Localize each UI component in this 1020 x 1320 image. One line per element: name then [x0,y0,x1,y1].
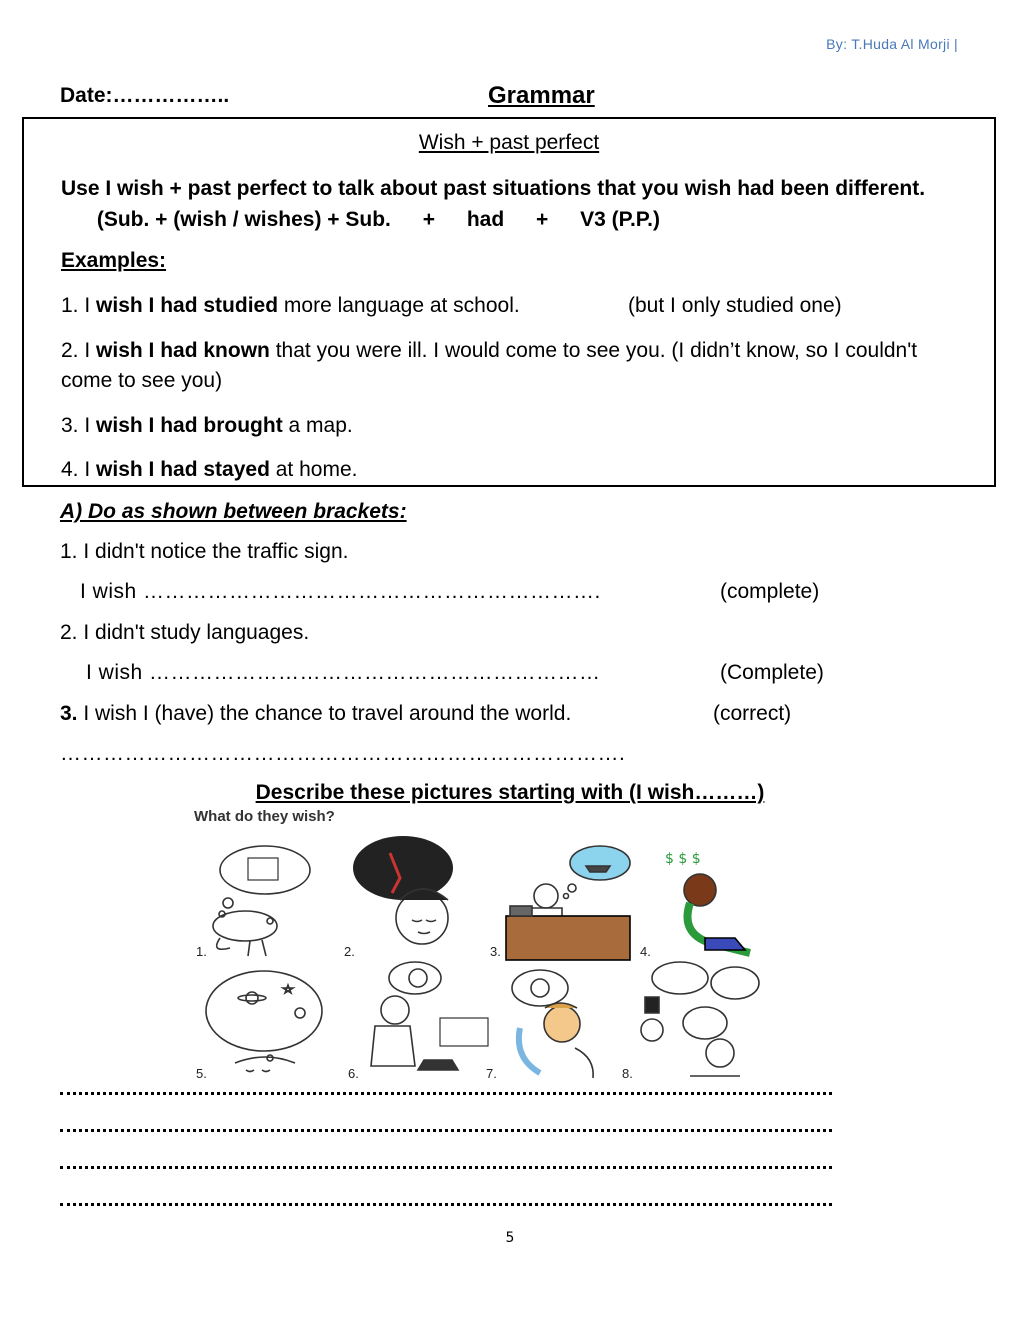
cartoon-chef-dreaming-icon [371,962,488,1070]
instruction-2: (Complete) [720,661,824,684]
answer-line-2[interactable]: I wish ……………………………………………………… [86,661,601,684]
author-credit: By: T.Huda Al Morji | [826,36,958,52]
picture-number: 5. [196,1066,207,1081]
example-rest: a map. [282,414,353,437]
example-prefix: 4. I [61,458,97,481]
cartoon-space-dream-icon [206,971,322,1072]
cartoon-man-money-icon [665,851,750,953]
answer-line-1[interactable]: I wish ………………………………………………………. [80,580,601,603]
picture-title: What do they wish? [194,808,335,825]
example-2 [61,336,961,396]
picture-number: 4. [640,944,651,959]
rule-text [61,173,951,235]
answer-line[interactable] [60,1166,832,1169]
example-bold: wish I had studied [96,294,279,317]
rule-subtitle: Wish + past perfect [418,131,600,154]
date-label: Date:…………….. [60,84,230,107]
rule-description: Use I wish + past perfect to talk about past situations that you wish had been different. [61,177,926,200]
question-2: 2. I didn't study languages. [60,621,310,644]
formula-part1: (Sub. + (wish / wishes) + Sub. [96,208,391,231]
picture-number: 1. [196,944,207,959]
page-number: 5 [505,1230,515,1246]
picture-number: 2. [344,944,355,959]
cartoon-girl-dreaming-icon [353,836,453,944]
cartoon-man-at-desk-icon [506,846,630,960]
wish-pictures [190,808,800,1088]
example-prefix: 2. I [61,339,97,362]
cartoon-dog-dreaming-icon [213,846,310,956]
describe-heading: Describe these pictures starting with (I wish………) [255,781,765,804]
formula-v3: V3 (P.P.) [580,208,660,231]
cartoon-people-dreaming-icon [641,962,759,1076]
example-4 [61,455,961,485]
picture-number: 7. [486,1066,497,1081]
answer-line[interactable] [60,1203,832,1206]
cartoon-boy-soccer-icon [512,970,593,1078]
examples-heading: Examples: [61,249,167,272]
svg-text:$ $ $: $ $ $ [665,851,701,867]
formula-plus-2: + [536,208,549,231]
example-note: (but I only studied one) [628,294,842,317]
question-1: 1. I didn't notice the traffic sign. [60,540,349,563]
grammar-rule-box [22,117,996,487]
page-title: Grammar [488,82,595,109]
question-3-text: I wish I (have) the chance to travel around the world. [77,702,572,725]
example-3 [61,411,961,441]
example-rest: that you were ill. I would come to see you. (I didn’t know, so I couldn't come to see you) [61,339,918,392]
example-prefix: 1. I [61,294,97,317]
example-rest: at home. [269,458,358,481]
formula-had: had [466,208,505,231]
picture-number: 8. [622,1066,633,1081]
example-bold: wish I had stayed [96,458,270,481]
instruction-1: (complete) [720,580,820,603]
question-3 [60,702,571,726]
section-a-heading: A) Do as shown between brackets: [60,500,407,523]
picture-number: 3. [490,944,501,959]
example-rest: more language at school. [278,294,520,317]
formula-plus-1: + [422,208,436,231]
instruction-3: (correct) [713,702,792,725]
answer-line[interactable] [60,1092,832,1095]
answer-line-3[interactable]: ……………………………………………………………………. [60,742,626,765]
example-bold: wish I had known [96,339,270,362]
example-1 [61,291,961,321]
question-3-number: 3. [60,702,78,725]
example-bold: wish I had brought [96,414,283,437]
answer-line[interactable] [60,1129,832,1132]
example-prefix: 3. I [61,414,97,437]
picture-number: 6. [348,1066,359,1081]
